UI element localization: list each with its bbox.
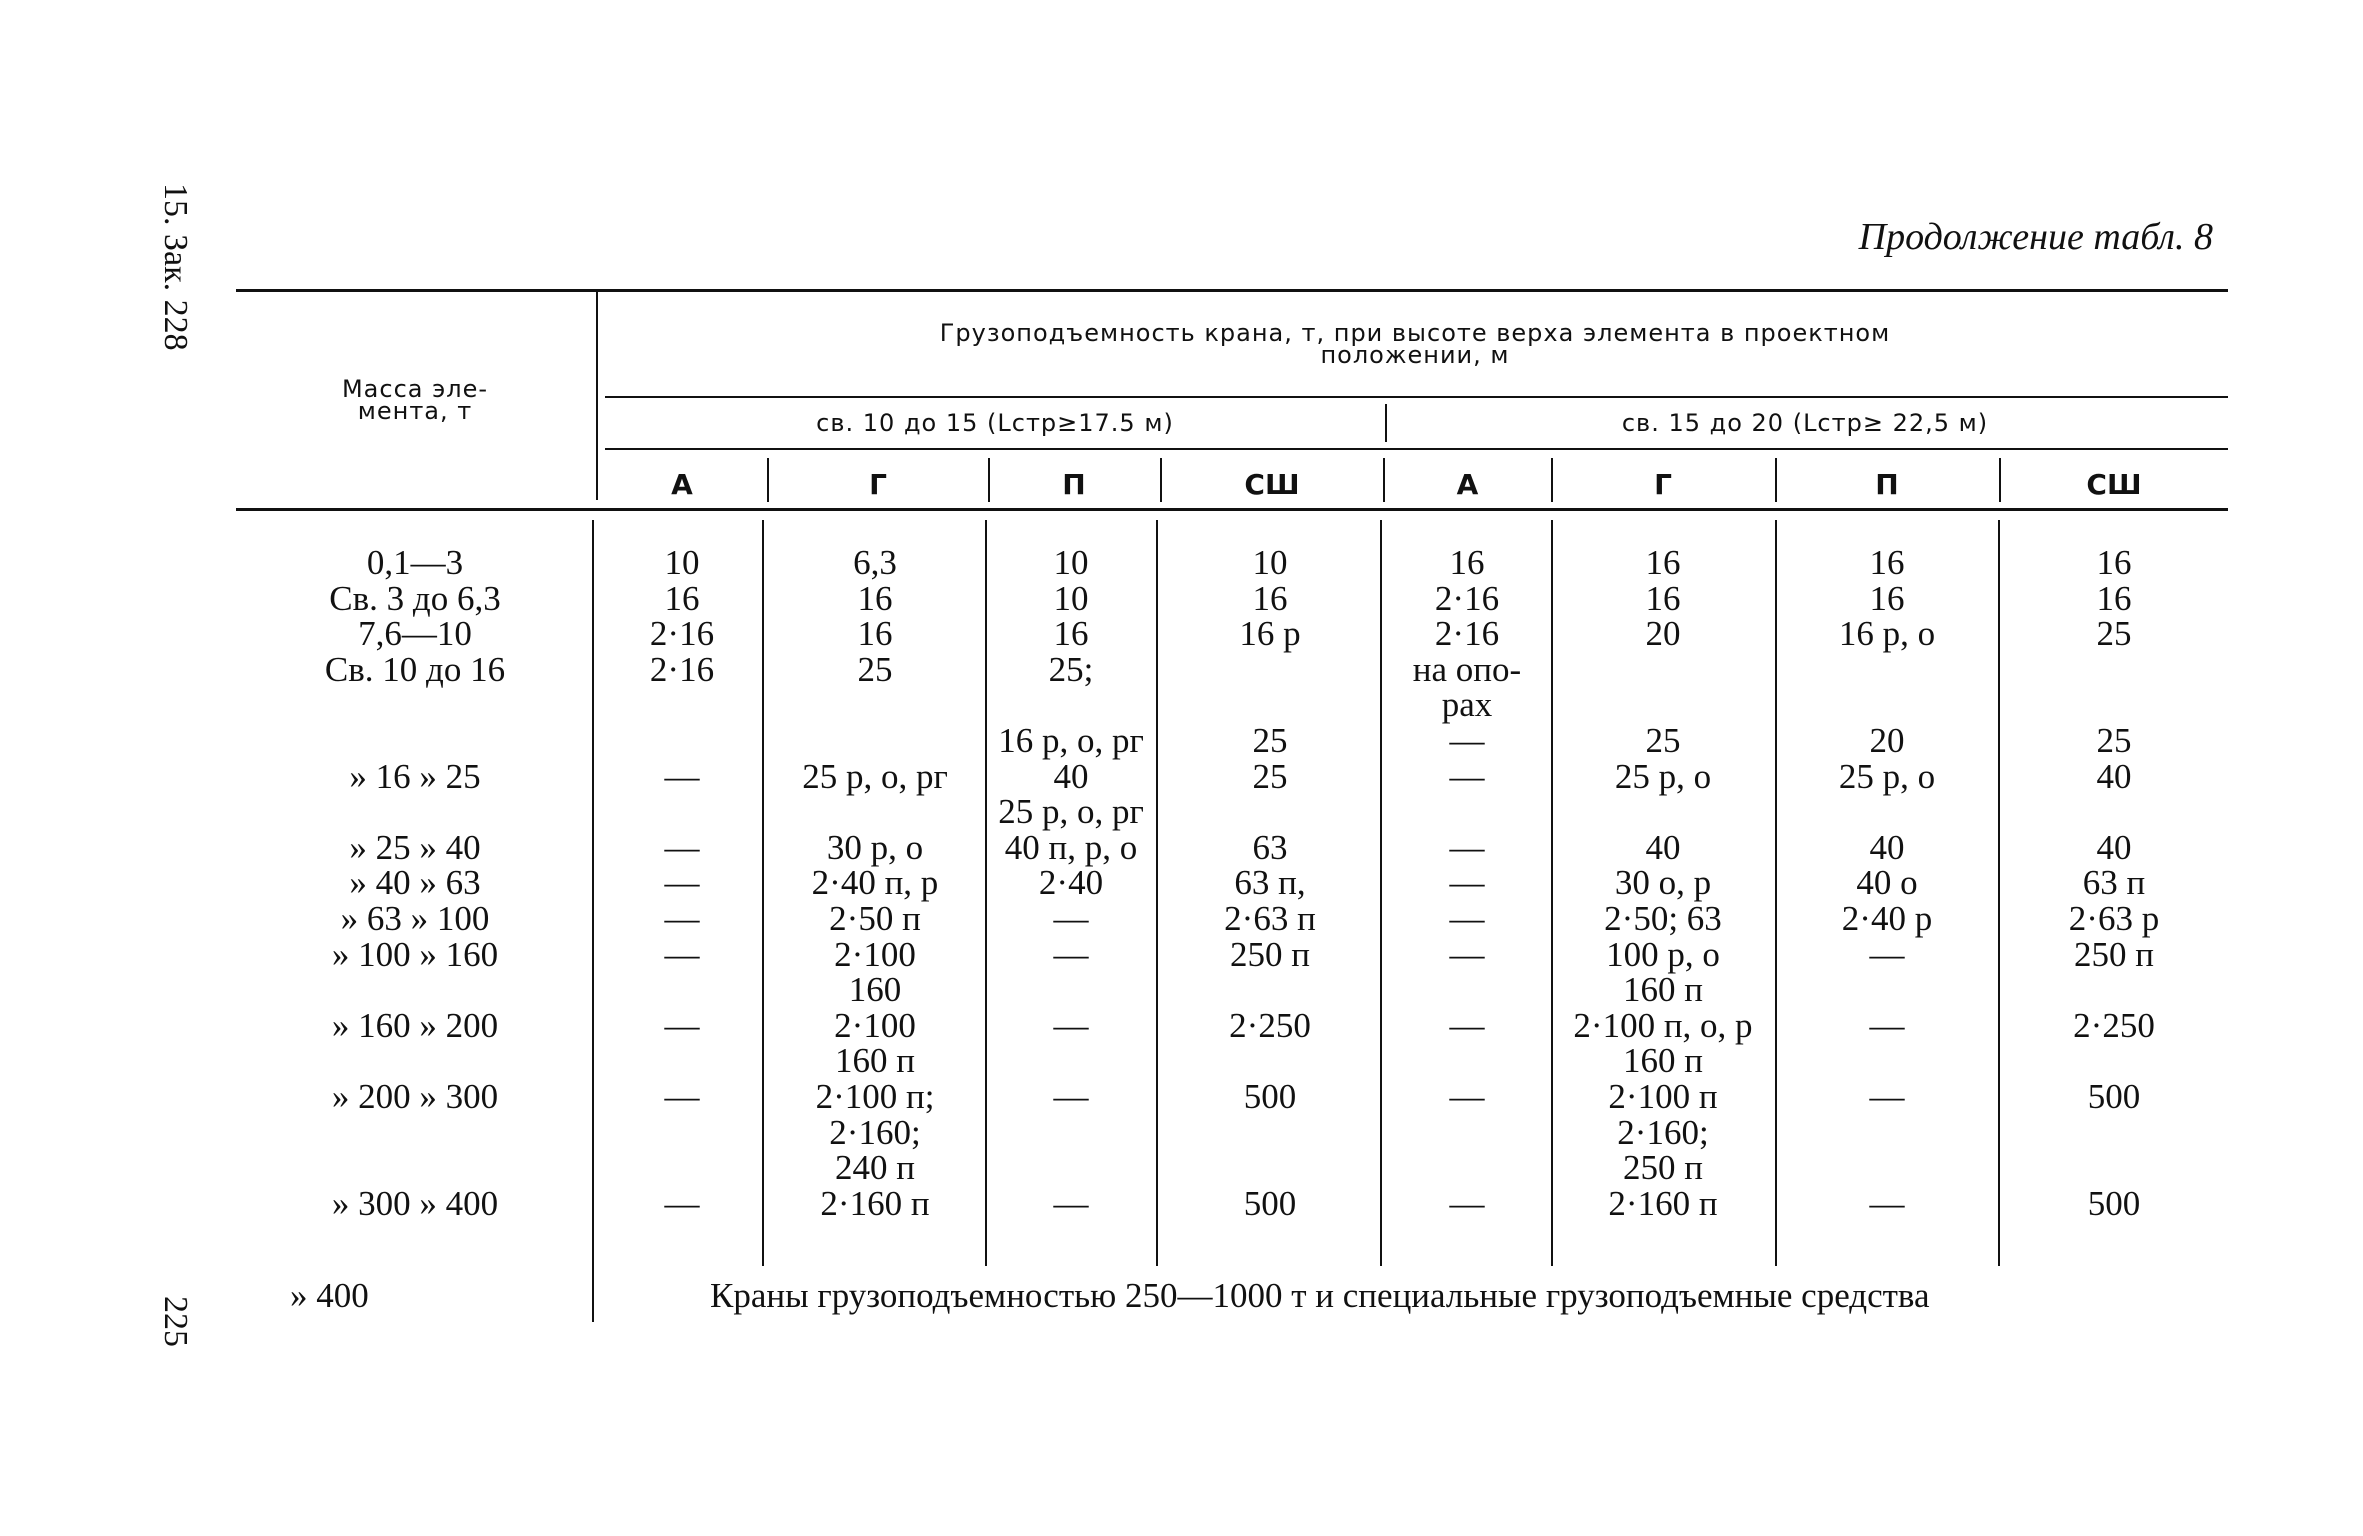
value-cell [1776,1043,1998,1079]
value-cell: 25 [857,649,893,689]
value-cell: — [1449,1005,1485,1045]
mass-cell [250,1115,580,1151]
value-cell: 2·250 [2073,1005,2155,1045]
value-cell: рах [1441,685,1493,725]
value-cell: 250 п [1230,934,1310,974]
value-cell: 16 [2096,543,2132,582]
value-cell [1552,652,1774,688]
value-cell: 160 п [835,1041,915,1081]
value-column-p2 [1776,545,1998,1221]
value-cell [1776,972,1998,1008]
value-cell: 40 п, р, о [1004,827,1138,867]
value-cell: 16 [1645,543,1681,582]
value-cell [766,687,984,723]
value-cell: 100 р, о [1606,934,1720,974]
value-cell [2000,972,2228,1008]
group-header-2: св. 15 до 20 (Lстр≥ 22,5 м) [1621,409,1989,437]
value-cell: — [664,1183,700,1223]
value-cell: 40 [2096,827,2132,867]
footer-mass: » 400 [290,1276,369,1315]
value-column-p1 [986,545,1156,1221]
value-cell [986,972,1156,1008]
value-cell: 160 п [1623,1041,1703,1081]
value-cell [986,687,1156,723]
value-cell: 160 [848,970,902,1010]
value-cell: 40 [1869,827,1905,867]
capacity-header [610,319,2220,369]
value-cell [598,1150,766,1186]
mass-cell: 0,1—3 [366,543,464,582]
rule-group-divider [1385,404,1387,442]
value-cell [1552,687,1774,723]
value-cell [1160,1043,1380,1079]
value-cell [766,794,984,830]
value-cell [2000,652,2228,688]
rule-subgroup [605,448,2228,450]
value-cell: — [664,1005,700,1045]
value-cell [1384,794,1550,830]
value-cell: 250 п [1623,1148,1703,1188]
value-cell: 500 [1243,1076,1297,1116]
value-cell [986,1115,1156,1151]
value-column-a1 [598,545,766,1221]
value-cell: — [664,756,700,796]
value-cell: 40 [1053,756,1089,796]
value-cell [1552,794,1774,830]
mass-cell: » 160 » 200 [331,1005,499,1045]
value-cell: — [664,827,700,867]
rule-col [1380,520,1382,1266]
value-cell: 500 [1243,1183,1297,1223]
value-cell: 10 [1053,543,1089,582]
footer-note: Краны грузоподъемностью 250—1000 т и специальные грузоподъемные средства [710,1276,1930,1315]
value-cell: 2·160; [829,1112,921,1152]
value-cell: 16 [1252,578,1288,618]
value-cell: на опо- [1412,649,1522,689]
column-header: СШ [2086,468,2142,501]
value-cell: 16 р [1239,614,1301,654]
value-cell [1776,1115,1998,1151]
value-cell: 2·16 [1434,578,1500,618]
value-cell [2000,1115,2228,1151]
mass-header-line: мента, т [357,397,473,425]
value-cell: 2·40 п, р [811,863,939,903]
value-cell: 16 [1449,543,1485,582]
column-header: П [1875,468,1899,501]
value-cell: 10 [1053,578,1089,618]
rule-header-bottom [236,508,2228,511]
value-cell: — [1449,756,1485,796]
value-cell: 20 [1645,614,1681,654]
value-cell: — [664,863,700,903]
mass-cell: » 200 » 300 [331,1076,499,1116]
value-cell [2000,794,2228,830]
value-cell: 25 р, о, рг [998,792,1144,832]
value-cell: 16 [1869,543,1905,582]
value-cell: 63 п, [1234,863,1306,903]
mass-cell: » 100 » 160 [331,934,499,974]
value-cell [598,687,766,723]
value-cell: 40 о [1856,863,1918,903]
value-cell [1160,972,1380,1008]
value-cell [986,1043,1156,1079]
value-cell: 25 [1645,720,1681,760]
value-cell: 40 [1645,827,1681,867]
value-cell: 2·50; 63 [1604,898,1722,938]
value-cell [1776,652,1998,688]
mass-cell [250,794,580,830]
column-header: Г [1654,468,1672,501]
column-header: П [1062,468,1086,501]
side-order-number: 15. Зак. 228 [157,183,194,351]
value-cell [598,972,766,1008]
value-cell: 2·160 п [1608,1183,1718,1223]
rule-top [236,289,2228,292]
column-header: Г [869,468,887,501]
value-cell [598,723,766,759]
value-cell: 30 р, о [826,827,924,867]
rule-col [1156,520,1158,1266]
value-cell [1384,1043,1550,1079]
value-cell: — [1449,863,1485,903]
value-cell [766,723,984,759]
value-cell: 160 п [1623,970,1703,1010]
value-cell: 2·100 [834,1005,916,1045]
mass-cell: » 300 » 400 [331,1183,499,1223]
mass-cell: » 63 » 100 [340,898,490,938]
capacity-header-line: положении, м [1320,341,1510,369]
column-header: А [1456,468,1479,501]
value-cell: 16 р, о [1838,614,1936,654]
group-header-1: св. 10 до 15 (Lстр≥17.5 м) [816,409,1174,437]
value-column-sh2 [2000,545,2228,1221]
value-cell: 2·100 п; [815,1076,935,1116]
value-cell: 2·16 [1434,614,1500,654]
value-cell: 20 [1869,720,1905,760]
value-cell: 2·16 [649,649,715,689]
value-cell: — [664,898,700,938]
value-cell: 16 [664,578,700,618]
value-cell: 16 [857,578,893,618]
value-cell: — [1053,1183,1089,1223]
mass-header-line: Масса эле- [341,375,489,403]
value-cell [2000,1150,2228,1186]
value-cell: 6,3 [853,543,897,582]
column-header: СШ [1244,468,1300,501]
value-cell [2000,1043,2228,1079]
value-cell: 10 [1252,543,1288,582]
value-cell: — [1449,720,1485,760]
value-cell [1160,1115,1380,1151]
value-cell: — [1869,1076,1905,1116]
value-cell [1384,972,1550,1008]
value-column-a2 [1384,545,1550,1221]
value-cell: 30 о, р [1614,863,1712,903]
mass-cell: 7,6—10 [358,614,472,654]
value-cell: — [1869,1005,1905,1045]
page-number: 225 [157,1296,194,1347]
rule-mass-divider-body [592,520,594,1322]
value-cell: 63 [1252,827,1288,867]
value-cell: 25 р, о [1614,756,1712,796]
mass-cell: Св. 10 до 16 [324,649,506,689]
value-cell: 240 п [835,1148,915,1188]
value-cell [986,1150,1156,1186]
mass-cell [250,687,580,723]
value-cell: 10 [664,543,700,582]
value-cell: — [1869,1183,1905,1223]
rule-group [605,396,2228,398]
value-cell: 2·50 п [829,898,921,938]
value-cell: 16 [2096,578,2132,618]
value-cell: — [1449,934,1485,974]
value-cell: 2·63 п [1224,898,1316,938]
value-cell: 2·16 [649,614,715,654]
value-cell: 2·160 п [820,1183,930,1223]
value-cell [1160,687,1380,723]
value-cell: — [1869,934,1905,974]
mass-column [250,545,580,1221]
value-cell: 500 [2087,1076,2141,1116]
value-cell [1160,1150,1380,1186]
value-cell: — [1449,827,1485,867]
value-cell: 63 п [2082,863,2146,903]
value-cell: 25 [1252,756,1288,796]
value-cell: — [1053,934,1089,974]
value-cell: — [1053,1005,1089,1045]
value-cell: 2·100 п, о, р [1573,1005,1753,1045]
mass-cell [250,972,580,1008]
mass-cell: » 25 » 40 [349,827,481,867]
value-cell: — [1053,898,1089,938]
capacity-header-line: Грузоподъемность крана, т, при высоте верха элемента в проектном [939,319,1891,347]
column-header: А [671,468,693,501]
value-cell: 16 [1869,578,1905,618]
value-cell: — [664,934,700,974]
value-cell: 16 [857,614,893,654]
value-cell: 25 [1252,720,1288,760]
value-cell: — [1449,898,1485,938]
value-cell: 2·40 [1038,863,1104,903]
value-column-g2 [1552,545,1774,1221]
value-cell: 2·100 п [1608,1076,1718,1116]
value-cell: 500 [2087,1183,2141,1223]
value-cell: 2·100 [834,934,916,974]
value-cell [1160,794,1380,830]
mass-cell [250,1043,580,1079]
mass-cell [250,1150,580,1186]
mass-header [250,375,580,425]
value-column-g1 [766,545,984,1221]
value-cell: 25 [2096,720,2132,760]
value-cell: — [1053,1076,1089,1116]
value-cell [1384,1115,1550,1151]
value-cell: 16 р, о, рг [998,720,1144,760]
value-cell: 2·160; [1617,1112,1709,1152]
mass-cell: Св. 3 до 6,3 [329,578,501,618]
value-cell [598,794,766,830]
value-column-sh1 [1160,545,1380,1221]
value-cell [1384,1150,1550,1186]
value-cell [598,1115,766,1151]
value-cell: 25 р, о [1838,756,1936,796]
value-cell: 2·40 р [1841,898,1933,938]
value-cell: 2·250 [1229,1005,1311,1045]
value-cell: 16 [1053,614,1089,654]
value-cell: 2·63 р [2068,898,2160,938]
value-cell [598,1043,766,1079]
value-cell: 16 [1645,578,1681,618]
value-cell: — [1449,1076,1485,1116]
value-cell: 25 р, о, рг [802,756,948,796]
value-cell [2000,687,2228,723]
value-cell: 25; [1048,649,1094,689]
value-cell: 40 [2096,756,2132,796]
value-cell: — [664,1076,700,1116]
mass-cell: » 40 » 63 [349,863,481,903]
mass-cell [250,723,580,759]
mass-cell: » 16 » 25 [349,756,481,796]
value-cell: 250 п [2074,934,2154,974]
value-cell [1776,794,1998,830]
value-cell: — [1449,1183,1485,1223]
value-cell [1776,1150,1998,1186]
value-cell [1776,687,1998,723]
value-cell [1160,652,1380,688]
table-caption: Продолжение табл. 8 [1858,216,2213,258]
value-cell: 25 [2096,614,2132,654]
